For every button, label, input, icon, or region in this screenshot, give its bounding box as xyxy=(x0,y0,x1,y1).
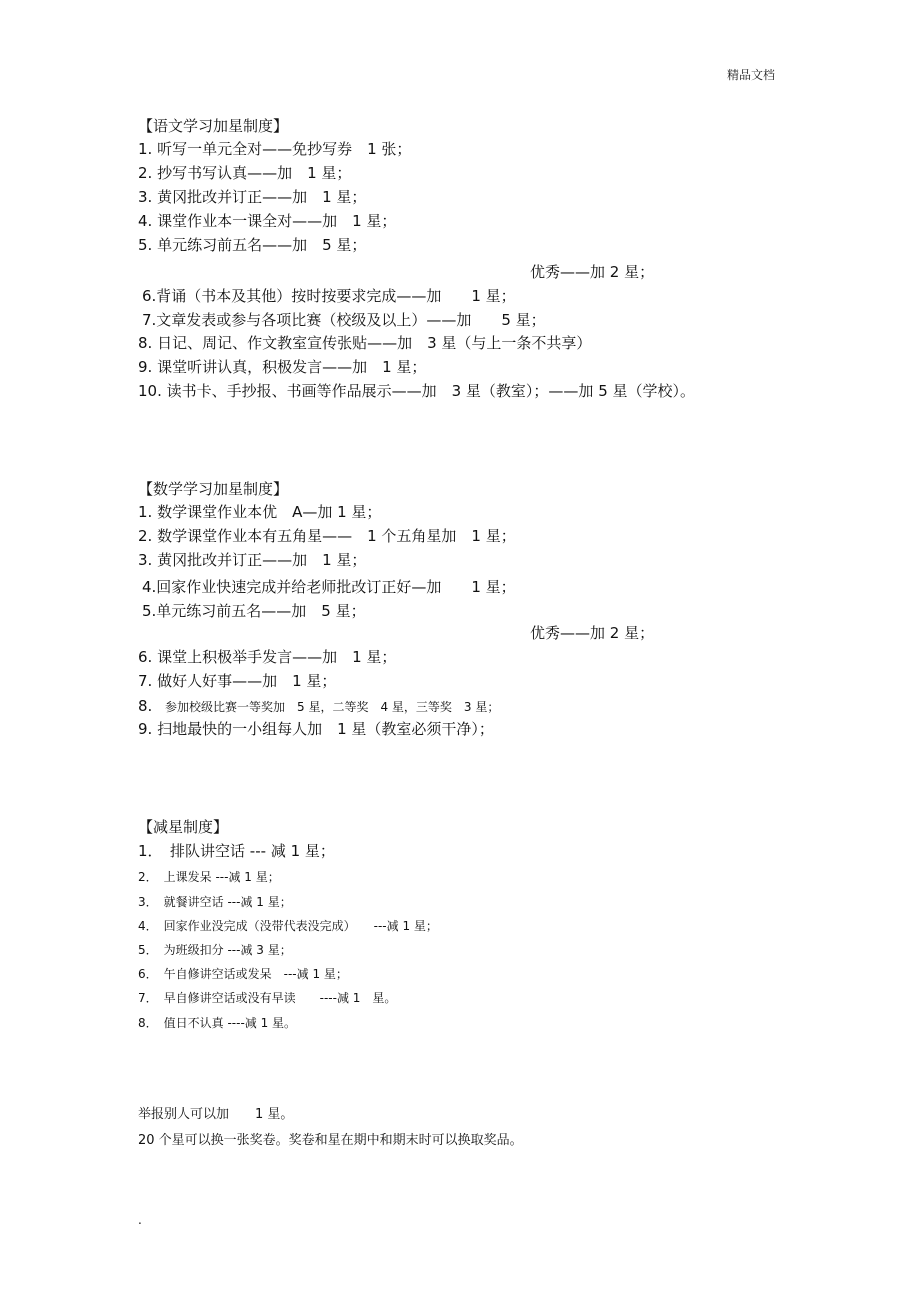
chinese-item: 8. 日记、周记、作文教室宣传张贴——加 3 星（与上一条不共享） xyxy=(138,334,592,352)
deduct-item: 1． 排队讲空话 --- 减 1 星； xyxy=(138,842,335,860)
math-item: 参加校级比赛一等奖加 5 星，二等奖 4 星，三等奖 3 星； xyxy=(165,700,500,714)
deduct-title: 【减星制度】 xyxy=(138,818,229,836)
math-item: 9. 扫地最快的一小组每人加 1 星（教室必须干净）； xyxy=(138,720,494,738)
math-item: 4.回家作业快速完成并给老师批改订正好—加 1 星； xyxy=(142,578,516,596)
chinese-item: 1. 听写一单元全对——免抄写券 1 张； xyxy=(138,140,412,158)
chinese-item: 7.文章发表或参与各项比赛（校级及以上）——加 5 星； xyxy=(142,311,546,329)
deduct-item: 3． 就餐讲空话 ---减 1 星； xyxy=(138,895,292,909)
chinese-item: 9. 课堂听讲认真，积极发言——加 1 星； xyxy=(138,358,427,376)
deduct-item: 4． 回家作业没完成（没带代表没完成） ---减 1 星； xyxy=(138,919,438,933)
deduct-item: 8． 值日不认真 ----减 1 星。 xyxy=(138,1016,297,1030)
math-item: 3. 黄冈批改并订正——加 1 星； xyxy=(138,551,367,569)
chinese-item: 2. 抄写书写认真——加 1 星； xyxy=(138,164,352,182)
deduct-item: 5． 为班级扣分 ---减 3 星； xyxy=(138,943,292,957)
math-item: 7. 做好人好事——加 1 星； xyxy=(138,672,337,690)
math-item: 2. 数学课堂作业本有五角星—— 1 个五角星加 1 星； xyxy=(138,527,516,545)
deduct-item: 6． 午自修讲空话或发呆 ---减 1 星； xyxy=(138,967,348,981)
footer-report: 举报别人可以加 1 星。 xyxy=(138,1107,294,1122)
page-dot: . xyxy=(138,1213,142,1227)
chinese-item: 3. 黄冈批改并订正——加 1 星； xyxy=(138,188,367,206)
math-item-excellent: 优秀——加 2 星； xyxy=(530,624,655,642)
deduct-item: 7． 早自修讲空话或没有早读 ----减 1 星。 xyxy=(138,991,397,1005)
deduct-item: 2． 上课发呆 ---减 1 星； xyxy=(138,870,280,884)
math-title: 【数学学习加星制度】 xyxy=(138,480,289,498)
chinese-item: 5. 单元练习前五名——加 5 星； xyxy=(138,236,367,254)
chinese-item-excellent: 优秀——加 2 星； xyxy=(530,263,655,281)
math-item-number: 8. xyxy=(138,697,153,715)
chinese-title: 【语文学习加星制度】 xyxy=(138,117,289,135)
header-tag: 精品文档 xyxy=(726,68,775,82)
chinese-item: 6.背诵（书本及其他）按时按要求完成——加 1 星； xyxy=(142,287,516,305)
chinese-item: 10. 读书卡、手抄报、书画等作品展示——加 3 星（教室）；——加 5 星（学校）。 xyxy=(138,382,696,400)
chinese-item: 4. 课堂作业本一课全对——加 1 星； xyxy=(138,212,397,230)
math-item: 5.单元练习前五名——加 5 星； xyxy=(142,602,366,620)
math-item: 1. 数学课堂作业本优 A—加 1 星； xyxy=(138,503,382,521)
footer-exchange: 20 个星可以换一张奖卷。奖卷和星在期中和期末时可以换取奖品。 xyxy=(138,1133,523,1148)
math-item: 6. 课堂上积极举手发言——加 1 星； xyxy=(138,648,397,666)
